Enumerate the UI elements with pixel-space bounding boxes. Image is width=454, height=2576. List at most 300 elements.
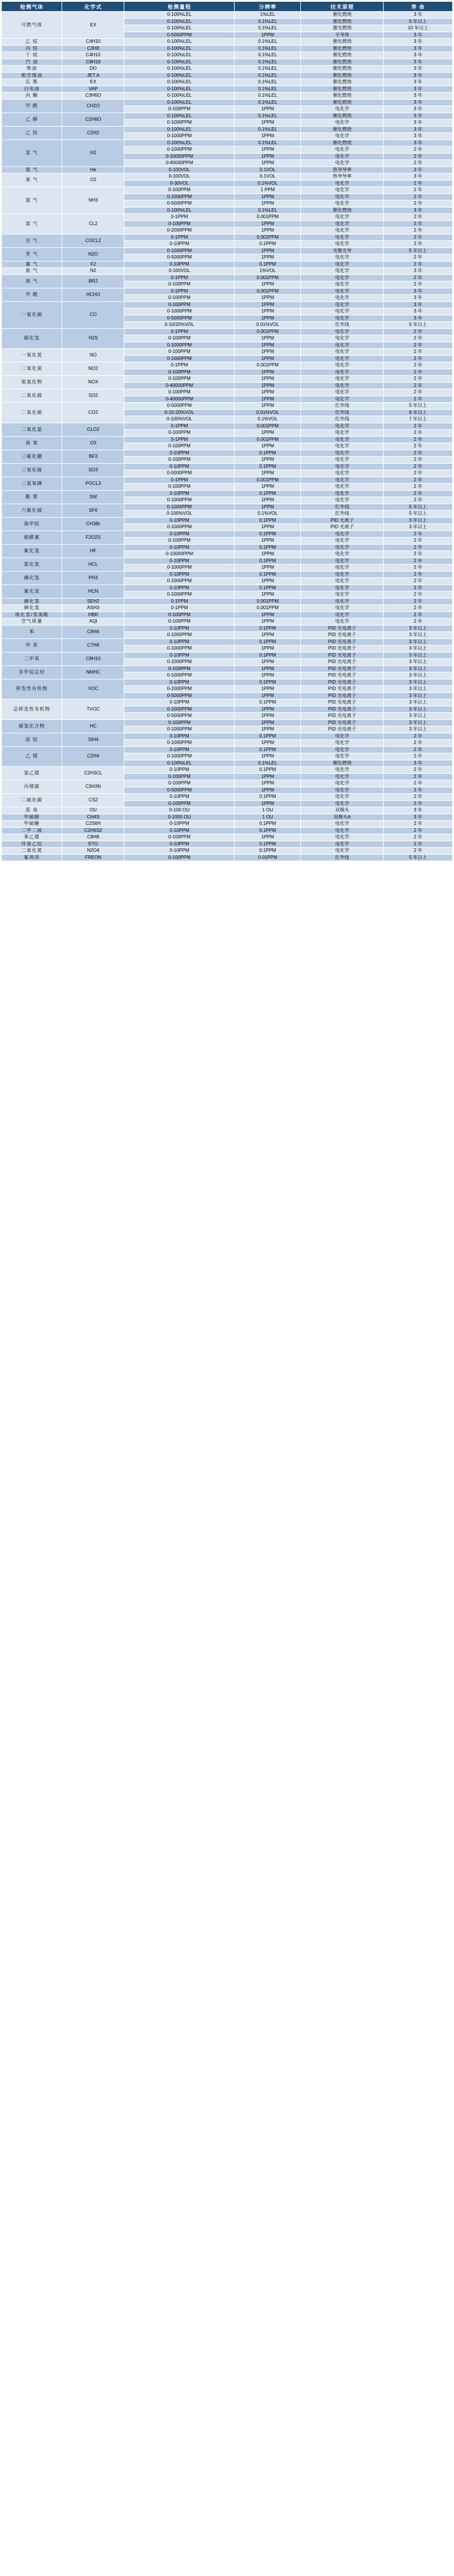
table-row xyxy=(2,403,453,410)
cell-resolution: 0.1PPM xyxy=(235,571,301,578)
cell-technology: PID 光电离子 xyxy=(301,625,384,632)
cell-technology: 电化学 xyxy=(301,133,384,140)
cell-technology: 电化学 xyxy=(301,490,384,497)
cell-lifetime: 3 年 xyxy=(384,93,453,100)
cell-range: 0-10PPM xyxy=(124,679,235,686)
cell-lifetime: 3 年 xyxy=(384,814,453,821)
cell-formula: C2H6S2 xyxy=(62,827,124,834)
cell-resolution: 0.001PPM xyxy=(235,214,301,221)
cell-resolution: 1PPM xyxy=(235,632,301,639)
cell-lifetime: 2 年 xyxy=(384,740,453,747)
cell-resolution: 1PPM xyxy=(235,382,301,389)
cell-technology: 红外线 xyxy=(301,504,384,511)
cell-lifetime: 2 年 xyxy=(384,220,453,227)
cell-gas-name: 乙 炔 xyxy=(2,126,62,140)
cell-formula: C6H6 xyxy=(62,625,124,638)
cell-resolution: 0.1%LEL xyxy=(235,86,301,93)
table-row xyxy=(2,268,453,275)
cell-resolution: 1PPM xyxy=(235,645,301,653)
cell-lifetime: 3 年以上 xyxy=(384,632,453,639)
cell-resolution: 1PPM xyxy=(235,295,301,302)
cell-range: 0-5000PPM xyxy=(124,713,235,720)
cell-resolution: 0.001PPM xyxy=(235,598,301,605)
table-row xyxy=(2,174,453,181)
cell-formula: SO3 xyxy=(62,463,124,477)
cell-gas-name: 二氧化氮 xyxy=(2,848,62,855)
cell-resolution: 0.1VOL xyxy=(235,166,301,174)
cell-technology: PID 光离子 xyxy=(301,524,384,531)
cell-gas-name: 笑 气 xyxy=(2,247,62,261)
cell-gas-name: 氯 气 xyxy=(2,214,62,235)
cell-lifetime: 3 年 xyxy=(384,12,453,19)
cell-range: 0-1000PPM xyxy=(124,659,235,666)
cell-lifetime: 2 年 xyxy=(384,450,453,457)
cell-resolution: 1PPM xyxy=(235,301,301,308)
cell-technology: 电化学 xyxy=(301,753,384,760)
cell-gas-name: 乙 醇 xyxy=(2,113,62,126)
table-row xyxy=(2,423,453,430)
cell-formula: C3H6O xyxy=(62,93,124,100)
cell-resolution: 0.1%LEL xyxy=(235,126,301,133)
table-row xyxy=(2,389,453,396)
cell-resolution: 1PPM xyxy=(235,315,301,322)
cell-range: 0-100%LEL xyxy=(124,66,235,73)
cell-lifetime: 5 年以上 xyxy=(384,322,453,329)
cell-resolution: 0.1%LEL xyxy=(235,52,301,59)
cell-lifetime: 2 年 xyxy=(384,355,453,362)
cell-range: 0-100 OU xyxy=(124,807,235,814)
cell-range: 0-100PPM xyxy=(124,335,235,342)
cell-gas-name: 三氯氧磷 xyxy=(2,477,62,490)
cell-technology: 电化学 xyxy=(301,396,384,403)
cell-formula: BR2 xyxy=(62,274,124,288)
cell-range: 0-1PPM xyxy=(124,234,235,241)
cell-technology: 电化学 xyxy=(301,234,384,241)
cell-technology: 电化学 xyxy=(301,497,384,504)
cell-resolution: 0.1PPM xyxy=(235,841,301,848)
cell-technology: 电化学 xyxy=(301,578,384,585)
cell-range: 0-1000PPM xyxy=(124,686,235,693)
cell-range: 0-1000PPM xyxy=(124,133,235,140)
cell-technology: PID 光电离子 xyxy=(301,659,384,666)
table-row xyxy=(2,45,453,52)
cell-formula: BF3 xyxy=(62,450,124,463)
cell-lifetime: 3 年 xyxy=(384,133,453,140)
cell-lifetime: 2 年 xyxy=(384,477,453,484)
cell-technology: 催化燃烧 xyxy=(301,12,384,19)
cell-formula: AQI xyxy=(62,618,124,626)
cell-formula: NO xyxy=(62,349,124,362)
cell-resolution: 1PPM xyxy=(235,308,301,315)
cell-formula: CS2 xyxy=(62,794,124,807)
cell-gas-name: 挥发性有机物 xyxy=(2,679,62,699)
table-header-row xyxy=(2,2,453,12)
cell-formula: SW xyxy=(62,490,124,504)
cell-resolution: 1PPM xyxy=(235,470,301,477)
cell-formula: CL2 xyxy=(62,214,124,235)
table-row xyxy=(2,477,453,484)
cell-range: 0-1PPM xyxy=(124,214,235,221)
cell-gas-name: 三氧化硫 xyxy=(2,463,62,477)
cell-range: 0-100VOL xyxy=(124,174,235,181)
cell-range: 0-1000PPM xyxy=(124,632,235,639)
cell-range: 0-1PPM xyxy=(124,274,235,281)
table-row xyxy=(2,274,453,281)
cell-formula: HCHO xyxy=(62,288,124,301)
cell-technology: 电化学 xyxy=(301,611,384,618)
cell-lifetime: 3 年以上 xyxy=(384,638,453,645)
cell-resolution: 0.1PPM xyxy=(235,544,301,551)
table-row xyxy=(2,699,453,706)
cell-lifetime: 2 年 xyxy=(384,200,453,208)
cell-lifetime: 2 年 xyxy=(384,423,453,430)
table-row xyxy=(2,841,453,848)
cell-resolution: 0.1PPM xyxy=(235,490,301,497)
table-row xyxy=(2,504,453,511)
cell-lifetime: 2 年 xyxy=(384,611,453,618)
cell-lifetime: 2 年 xyxy=(384,558,453,565)
cell-range: 0-100%LEL xyxy=(124,25,235,32)
cell-formula: C4H10 xyxy=(62,39,124,46)
header-resolution: 分辨率 xyxy=(235,2,301,12)
cell-technology: 催化燃烧 xyxy=(301,72,384,79)
cell-resolution: 0.1%LEL xyxy=(235,113,301,120)
cell-lifetime: 3 年以上 xyxy=(384,517,453,524)
cell-gas-name: 航空煤油 xyxy=(2,72,62,79)
cell-range: 0-100PPM xyxy=(124,854,235,861)
table-row xyxy=(2,436,453,443)
cell-lifetime: 7 年以上 xyxy=(384,416,453,423)
cell-range: 0-10/20%VOL xyxy=(124,322,235,329)
cell-formula: C8H18 xyxy=(62,59,124,66)
cell-range: 0-5000PPM xyxy=(124,200,235,208)
cell-lifetime: 3 年以上 xyxy=(384,679,453,686)
cell-gas-name: 乙 烯 xyxy=(2,746,62,767)
cell-formula: HF xyxy=(62,544,124,558)
table-row xyxy=(2,450,453,457)
cell-resolution: 0.001PPM xyxy=(235,328,301,335)
cell-lifetime: 2 年 xyxy=(384,821,453,828)
cell-resolution: 1PPM xyxy=(235,335,301,342)
cell-range: 0-1000PPM xyxy=(124,342,235,349)
table-row xyxy=(2,72,453,79)
cell-formula: C7H8 xyxy=(62,638,124,652)
cell-technology: 电化学 xyxy=(301,794,384,801)
cell-resolution: 1PPM xyxy=(235,719,301,726)
table-row xyxy=(2,854,453,861)
cell-lifetime: 10 年以上 xyxy=(384,25,453,32)
cell-resolution: 0.1PPM xyxy=(235,625,301,632)
cell-lifetime: 3 年以上 xyxy=(384,726,453,733)
cell-resolution: 0.1PPM xyxy=(235,261,301,268)
cell-resolution: 1PPM xyxy=(235,611,301,618)
cell-resolution: 0.001PPM xyxy=(235,423,301,430)
cell-range: 0-100PPM xyxy=(124,611,235,618)
cell-range: 0-1PPM xyxy=(124,598,235,605)
cell-range: 0-1000PPM xyxy=(124,247,235,254)
cell-technology: 电化学 xyxy=(301,584,384,592)
cell-technology: 催化燃烧 xyxy=(301,52,384,59)
cell-lifetime: 3 年 xyxy=(384,166,453,174)
cell-lifetime: 3 年 xyxy=(384,99,453,106)
cell-range: 0-10PPM xyxy=(124,531,235,538)
cell-lifetime: 2 年 xyxy=(384,241,453,248)
cell-resolution: 1PPM xyxy=(235,780,301,787)
cell-range: 0-100PPM xyxy=(124,369,235,376)
cell-lifetime: 2 年 xyxy=(384,234,453,241)
table-row xyxy=(2,362,453,369)
cell-resolution: 1PPM xyxy=(235,355,301,362)
cell-gas-name: 氟利昂 xyxy=(2,854,62,861)
cell-resolution: 0.1%VOL xyxy=(235,511,301,518)
cell-gas-name: 硫化氢 xyxy=(2,328,62,349)
cell-gas-name: 环氧乙烷 xyxy=(2,841,62,848)
table-row xyxy=(2,214,453,221)
cell-technology: 催化燃烧 xyxy=(301,760,384,767)
cell-gas-name: 柴油 xyxy=(2,66,62,73)
cell-gas-name: 碳氢化合物 xyxy=(2,719,62,733)
cell-range: 0-10PPM xyxy=(124,558,235,565)
cell-range: 0-1PPM xyxy=(124,477,235,484)
cell-resolution: 0.1PPM xyxy=(235,746,301,753)
cell-formula: POCL3 xyxy=(62,477,124,490)
cell-gas-name: 二氧化硫 xyxy=(2,389,62,403)
table-row xyxy=(2,605,453,612)
cell-lifetime: 6 年以上 xyxy=(384,409,453,416)
table-row xyxy=(2,746,453,753)
table-row xyxy=(2,126,453,133)
cell-gas-name: 丙烯腈 xyxy=(2,780,62,794)
cell-technology: PID 光电离子 xyxy=(301,719,384,726)
cell-resolution: 0.001PPM xyxy=(235,605,301,612)
cell-range: 0-10PPM xyxy=(124,571,235,578)
table-body xyxy=(2,12,453,861)
cell-resolution: 0.1PPM xyxy=(235,821,301,828)
cell-range: 0-100PPM xyxy=(124,301,235,308)
cell-resolution: 1PPM xyxy=(235,800,301,807)
cell-resolution: 0.1%LEL xyxy=(235,140,301,147)
cell-range: 0-100PPM xyxy=(124,281,235,288)
cell-range: 0-1000PPM xyxy=(124,578,235,585)
cell-formula: NOX xyxy=(62,376,124,389)
cell-technology: 电化学 xyxy=(301,571,384,578)
cell-technology: 电化学 xyxy=(301,301,384,308)
cell-gas-name: 三氟化硼 xyxy=(2,450,62,463)
cell-lifetime: 2 年 xyxy=(384,389,453,396)
cell-formula: He xyxy=(62,166,124,174)
cell-lifetime: 3 年 xyxy=(384,295,453,302)
cell-lifetime: 2 年 xyxy=(384,531,453,538)
cell-formula: PH3 xyxy=(62,571,124,584)
cell-resolution: 0.1PPM xyxy=(235,848,301,855)
cell-gas-name: 恶 臭 xyxy=(2,807,62,814)
cell-resolution: 1PPM xyxy=(235,484,301,491)
cell-formula: HBR xyxy=(62,611,124,618)
cell-technology: 电化学 xyxy=(301,268,384,275)
table-row xyxy=(2,52,453,59)
cell-range: 0-100PPM xyxy=(124,538,235,545)
cell-range: 0-1000PPM xyxy=(124,193,235,200)
cell-range: 0-10PPM xyxy=(124,463,235,470)
cell-range: 0-100PPM xyxy=(124,834,235,841)
cell-range: 0-100PPM xyxy=(124,376,235,383)
cell-technology: 电化学 xyxy=(301,787,384,794)
cell-lifetime: 2 年 xyxy=(384,254,453,261)
cell-technology: 催化燃烧 xyxy=(301,86,384,93)
table-row xyxy=(2,625,453,632)
cell-formula: SEH2 xyxy=(62,598,124,605)
cell-lifetime: 2 年 xyxy=(384,261,453,268)
cell-resolution: 0.1PPM xyxy=(235,733,301,740)
cell-gas-name: 氢 气 xyxy=(2,140,62,166)
cell-range: 0-1000PPM xyxy=(124,308,235,315)
cell-lifetime: 2 年 xyxy=(384,342,453,349)
cell-formula: EX xyxy=(62,79,124,86)
cell-range: 0-1000PPM xyxy=(124,672,235,679)
cell-lifetime: 2 年 xyxy=(384,470,453,477)
cell-technology: 电化学 xyxy=(301,274,384,281)
cell-technology: 红外线 xyxy=(301,322,384,329)
cell-range: 0-5000PPM xyxy=(124,470,235,477)
cell-technology: 电化学 xyxy=(301,484,384,491)
cell-resolution: 0.1PPM xyxy=(235,827,301,834)
cell-lifetime: 2 年 xyxy=(384,436,453,443)
cell-formula: C3H8 xyxy=(62,45,124,52)
cell-technology: PID 光电离子 xyxy=(301,699,384,706)
cell-resolution: 0.1PPM xyxy=(235,652,301,659)
cell-lifetime: 3 年以上 xyxy=(384,686,453,693)
cell-resolution: 1PPM xyxy=(235,713,301,720)
cell-resolution: 0.001PPM xyxy=(235,362,301,369)
cell-range: 0-1PPM xyxy=(124,423,235,430)
cell-range: 0-100%LEL xyxy=(124,126,235,133)
cell-resolution: 1%VOL xyxy=(235,268,301,275)
cell-lifetime: 5 年以上 xyxy=(384,247,453,254)
cell-gas-name: 硅 烷 xyxy=(2,733,62,746)
cell-range: 0-1000PPM xyxy=(124,565,235,572)
cell-resolution: 1PPM xyxy=(235,592,301,599)
cell-range: 0-10PPM xyxy=(124,584,235,592)
cell-range: 0-100%LEL xyxy=(124,86,235,93)
cell-formula: O2 xyxy=(62,174,124,187)
cell-resolution: 0.1%VOL xyxy=(235,416,301,423)
cell-gas-name: 二甲二硫 xyxy=(2,827,62,834)
table-row xyxy=(2,679,453,686)
gas-detection-table xyxy=(1,1,453,861)
table-row xyxy=(2,234,453,241)
cell-technology: 红外线 xyxy=(301,403,384,410)
cell-range: 0-100%LEL xyxy=(124,79,235,86)
cell-range: 0-100PPM xyxy=(124,618,235,626)
cell-resolution: 0.1%LEL xyxy=(235,93,301,100)
header-lifetime: 寿 命 xyxy=(384,2,453,12)
cell-resolution: 1%LEL xyxy=(235,12,301,19)
cell-gas-name: 苯乙烯 xyxy=(2,834,62,841)
cell-gas-name: 苯 xyxy=(2,625,62,638)
cell-formula: NO2 xyxy=(62,362,124,376)
table-row xyxy=(2,79,453,86)
cell-lifetime: 2 年 xyxy=(384,733,453,740)
cell-lifetime: 2 年 xyxy=(384,773,453,780)
cell-technology: 电化学 xyxy=(301,254,384,261)
cell-lifetime: 3 年 xyxy=(384,79,453,86)
cell-lifetime: 2 年 xyxy=(384,362,453,369)
cell-technology: 催化燃烧 xyxy=(301,59,384,66)
cell-technology: 催化燃烧 xyxy=(301,126,384,133)
cell-technology: 电化学 xyxy=(301,457,384,464)
cell-resolution: 0.1PPM xyxy=(235,463,301,470)
cell-lifetime: 3 年以上 xyxy=(384,706,453,713)
cell-range: 0-10PPM xyxy=(124,746,235,753)
cell-range: 0-1000PPM xyxy=(124,524,235,531)
cell-lifetime: 2 年 xyxy=(384,841,453,848)
table-row xyxy=(2,571,453,578)
cell-lifetime: 3 年以上 xyxy=(384,665,453,672)
cell-formula: CH2O xyxy=(62,99,124,113)
cell-lifetime: 3 年以上 xyxy=(384,692,453,699)
cell-lifetime: 2 年 xyxy=(384,753,453,760)
cell-range: 0-1000PPM xyxy=(124,497,235,504)
cell-resolution: 0.1%LEL xyxy=(235,45,301,52)
cell-range: 0-1000PPM xyxy=(124,504,235,511)
cell-range: 0-100%VOL xyxy=(124,511,235,518)
cell-range: 0-100VOL xyxy=(124,166,235,174)
cell-gas-name: 甲 醛 xyxy=(2,288,62,301)
cell-formula: SF6 xyxy=(62,504,124,517)
table-row xyxy=(2,187,453,194)
cell-resolution: 0.1%LEL xyxy=(235,79,301,86)
cell-range: 0-100PPM xyxy=(124,295,235,302)
cell-resolution: 1PPM xyxy=(235,247,301,254)
cell-lifetime: 5 年以上 xyxy=(384,854,453,861)
cell-resolution: 1PPM xyxy=(235,254,301,261)
cell-range: 0-1000PPM xyxy=(124,355,235,362)
cell-technology: 催化燃烧 xyxy=(301,45,384,52)
table-row xyxy=(2,807,453,814)
cell-lifetime: 2 年 xyxy=(384,490,453,497)
cell-resolution: 0.001PPM xyxy=(235,288,301,295)
cell-lifetime: 3 年以上 xyxy=(384,713,453,720)
cell-range: 0-10PPM xyxy=(124,241,235,248)
cell-technology: 电化学 xyxy=(301,531,384,538)
cell-gas-name: 瓦 斯 xyxy=(2,79,62,86)
cell-formula: CH4S xyxy=(62,814,124,821)
cell-resolution: 1PPM xyxy=(235,369,301,376)
cell-technology: PID 光电离子 xyxy=(301,672,384,679)
cell-technology: 催化燃烧 xyxy=(301,140,384,147)
cell-resolution: 1PPM xyxy=(235,740,301,747)
cell-lifetime: 2 年 xyxy=(384,592,453,599)
cell-resolution: 0.1PPM xyxy=(235,638,301,645)
cell-resolution: 1PPM xyxy=(235,443,301,450)
cell-technology: 电化学 xyxy=(301,295,384,302)
cell-technology: 电化学 xyxy=(301,193,384,200)
cell-resolution: 1PPM xyxy=(235,578,301,585)
cell-resolution: 0.1PPM xyxy=(235,699,301,706)
cell-technology: 双极头 xyxy=(301,807,384,814)
cell-range: 0-100%LEL xyxy=(124,12,235,19)
cell-resolution: 1PPM xyxy=(235,396,301,403)
cell-resolution: 1 PPM xyxy=(235,187,301,194)
table-row xyxy=(2,261,453,268)
cell-lifetime: 3 年 xyxy=(384,207,453,214)
cell-gas-name: 氟 气 xyxy=(2,261,62,268)
cell-range: 0-100PPM xyxy=(124,443,235,450)
cell-technology: 电化学 xyxy=(301,355,384,362)
cell-technology: PID 光电离子 xyxy=(301,726,384,733)
cell-lifetime: 2 年 xyxy=(384,780,453,787)
cell-lifetime: 3 年以上 xyxy=(384,659,453,666)
